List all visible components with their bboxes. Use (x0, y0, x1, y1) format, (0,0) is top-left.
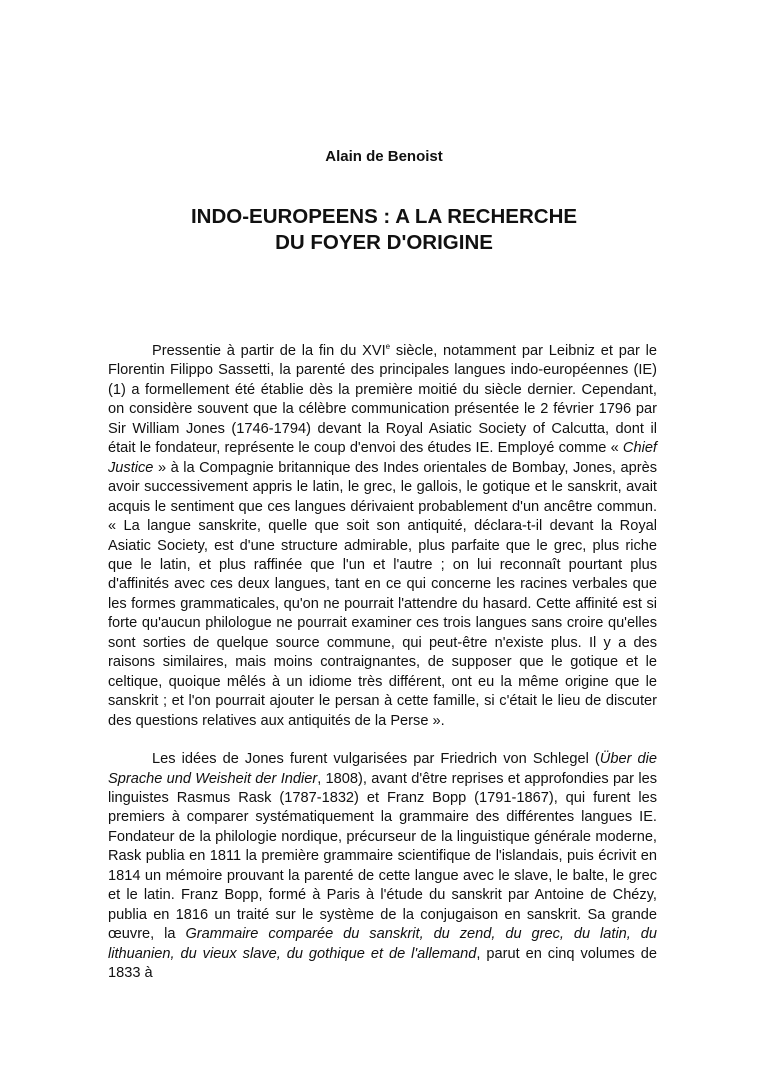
paragraph-2-text-b: , 1808), avant d'être reprises et approfondies par les linguistes Rasmus Rask (1787-1832) et Franz Bopp (1791-1867), qui furent les premiers à comparer systématiquement la grammaire des différentes langues IE. Fondateur de la philologie nordique, précurseur de la linguistique générale moderne, Rask publia en 1811 la première grammaire scientifique de l'islandais, puis écrivit en 1814 un mémoire prouvant la parenté de cette langue avec le slave, le balte, le grec et le latin. Franz Bopp, formé à Paris à l'étude du sanskrit par Antoine de Chézy, publia en 1816 un traité sur le système de la conjugaison en sanskrit. Sa grande œuvre, la (108, 770, 657, 943)
paragraph-1-text-b: siècle, notamment par Leibniz et par le Florentin Filippo Sassetti, la parenté des principales langues indo-européennes (IE) (1) a formellement été établie dès la première moitié du siècle dernier. Cependant, on considère souvent que la célèbre communication présentée le 2 février 1796 par Sir William Jones (1746-1794) devant la Royal Asiatic Society of Calcutta, dont il était le fondateur, représente le coup d'envoi des études IE. Employé comme « (108, 343, 657, 457)
bopp-book-title: Grammaire comparée du sanskrit, du zend, du grec, du latin, du lithuanien, du vieux slave, du gothique et de l'allemand (108, 926, 658, 962)
paragraph-1-text-a: Pressentie à partir de la fin du XVI (152, 343, 386, 359)
schlegel-book-title: Über die Sprache und Weisheit der Indier (108, 751, 657, 787)
body-text (108, 342, 657, 984)
title-line-1: INDO-EUROPEENS : A LA RECHERCHE (190, 205, 578, 228)
chief-justice-italic: Chief Justice (108, 440, 657, 476)
paragraph-2-text-a: Les idées de Jones furent vulgarisées par Friedrich von Schlegel ( (152, 751, 600, 768)
title-line-2: DU FOYER D'ORIGINE (275, 231, 493, 254)
paragraph-2 (108, 750, 657, 983)
author-name: Alain de Benoist (325, 148, 443, 165)
century-superscript: e (385, 342, 391, 351)
document-title (0, 204, 768, 256)
paragraph-1-text-c: » à la Compagnie britannique des Indes orientales de Bombay, Jones, après avoir successivement appris le latin, le grec, le gallois, le gotique et le sanskrit, avait acquis le sentiment que ces langues dérivaient probablement d'un ancêtre commun. « La langue sanskrite, quelle que soit son antiquité, déclara-t-il devant la Royal Asiatic Society, est d'une structure admirable, plus parfaite que le grec, plus riche que le latin, et plus raffinée que l'un et l'autre ; on lui reconnaît pourtant plus d'affinités avec ces deux langues, tant en ce qui concerne les racines verbales que les formes grammaticales, qu'on ne pourrait l'attendre du hasard. Cette affinité est si forte qu'aucun philologue ne pourrait examiner ces trois langues sans croire qu'elles sont sorties de quelque source commune, qui peut-être n'existe plus. Il y a des raisons similaires, mais moins contraignantes, de supposer que le gotique et le celtique, quoique mêlés à un idiome très différent, ont eu la même origine que le sanskrit ; et l'on pourrait ajouter le persan à cette famille, si c'était le lieu de discuter des questions relatives aux antiquités de la Perse ». (108, 459, 657, 729)
paragraph-2-text-c: , parut en cinq volumes de 1833 à (108, 945, 658, 982)
paragraph-1 (108, 342, 657, 731)
